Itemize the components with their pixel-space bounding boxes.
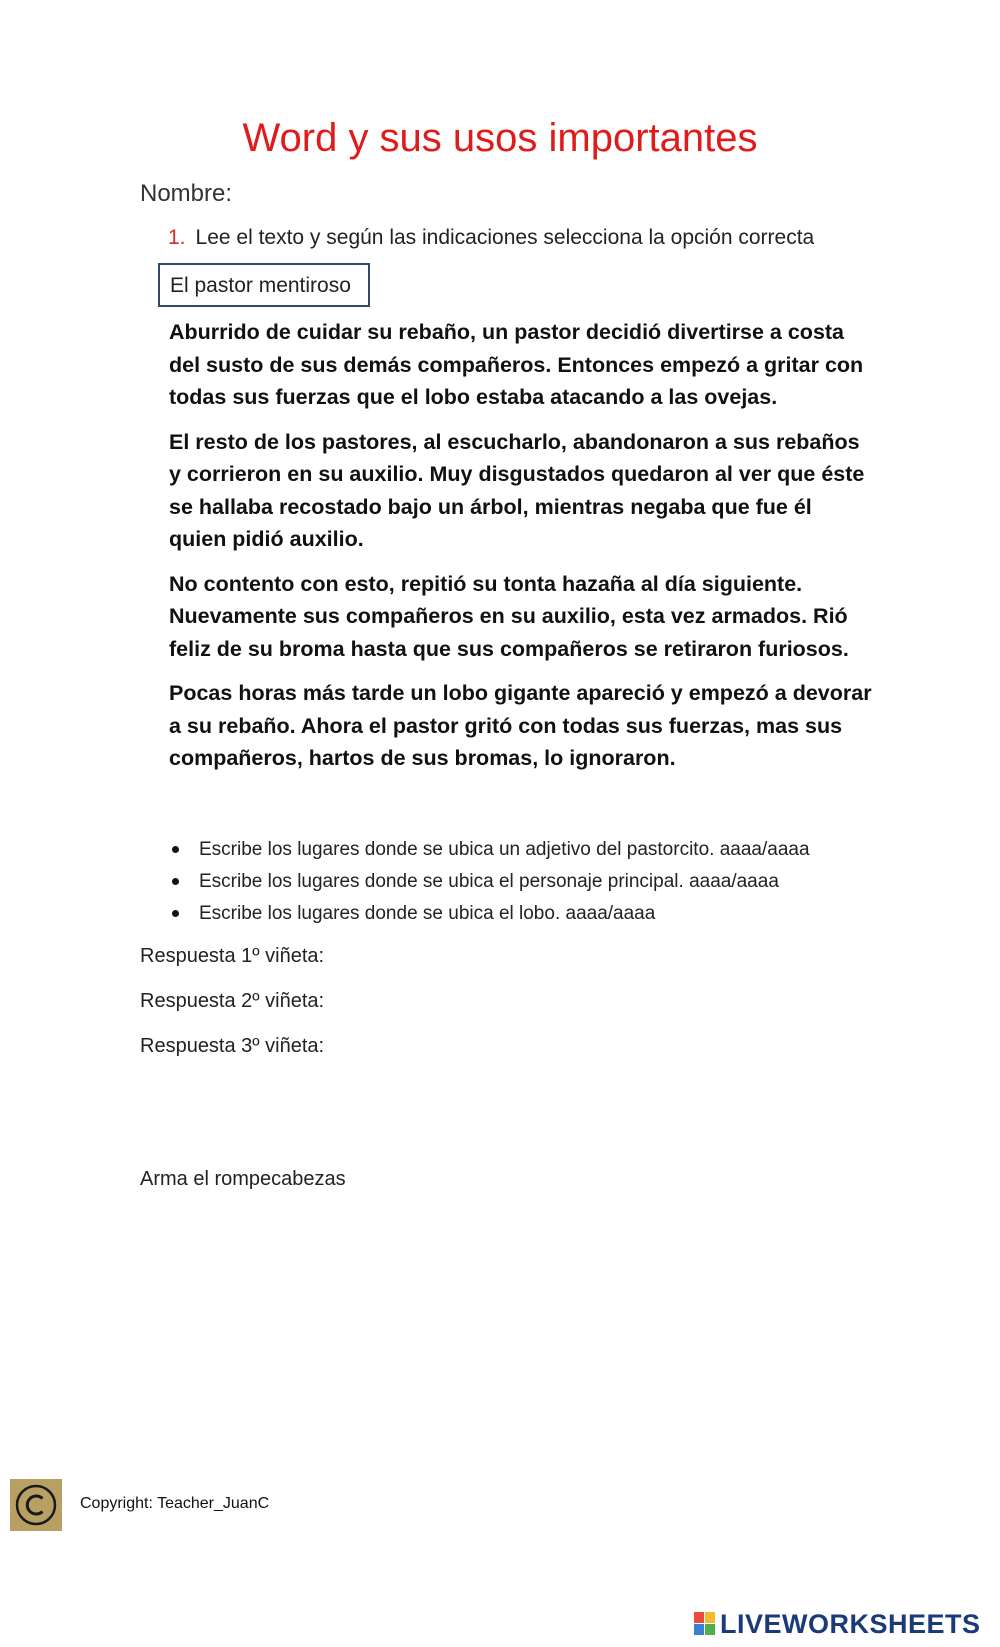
liveworksheets-logo [694,1609,994,1639]
copyright-icon [10,1479,62,1531]
name-label: Nombre: [140,180,233,207]
response-label-2: Respuesta 2º viñeta: [140,990,325,1012]
bullet-icon [172,878,179,885]
liveworksheets-logo-icon [694,1612,716,1636]
copyright-text: Copyright: Teacher_JuanC [80,1495,270,1512]
response-label-1: Respuesta 1º viñeta: [140,945,325,967]
instruction-number: 1. [168,226,186,249]
puzzle-label: Arma el rompecabezas [140,1168,346,1190]
question-item [170,866,930,898]
question-list [170,834,930,930]
instruction [168,226,814,250]
worksheet-title: Word y sus usos importantes [242,116,758,160]
story-paragraph: Pocas horas más tarde un lobo gigante apareció y empezó a devorar a su rebaño. Ahora el pastor gritó con todas sus fuerzas, mas sus compañeros, hartos de sus bromas, lo ignoraron. [169,681,872,770]
question-text: Escribe los lugares donde se ubica el personaje principal. aaaa/aaaa [199,871,779,892]
story-paragraph: El resto de los pastores, al escucharlo, abandonaron a sus rebaños y corrieron en su auxilio. Muy disgustados quedaron al ver que éste se hallaba recostado bajo un árbol, mientras negaba que fue él quien pidió auxilio. [169,429,865,551]
bullet-icon [172,910,179,917]
story-paragraph: No contento con esto, repitió su tonta hazaña al día siguiente. Nuevamente sus compañeros en su auxilio, esta vez armados. Rió feliz de su broma hasta que sus compañeros se retiraron furiosos. [169,571,849,661]
question-item [170,898,930,930]
story-paragraph: Aburrido de cuidar su rebaño, un pastor decidió divertirse a costa del susto de sus demás compañeros. Entonces empezó a gritar con todas sus fuerzas que el lobo estaba atacando a las ovejas. [169,320,864,409]
question-text: Escribe los lugares donde se ubica el lobo. aaaa/aaaa [199,903,656,924]
liveworksheets-brand: LIVEWORKSHEETS [720,1608,981,1639]
instruction-text: Lee el texto y según las indicaciones selecciona la opción correcta [195,226,815,249]
question-item [170,834,930,866]
response-label-3: Respuesta 3º viñeta: [140,1035,325,1057]
bullet-icon [172,846,179,853]
story-title-box: El pastor mentiroso [158,263,370,307]
story-text [169,316,874,787]
question-text: Escribe los lugares donde se ubica un adjetivo del pastorcito. aaaa/aaaa [199,839,810,860]
